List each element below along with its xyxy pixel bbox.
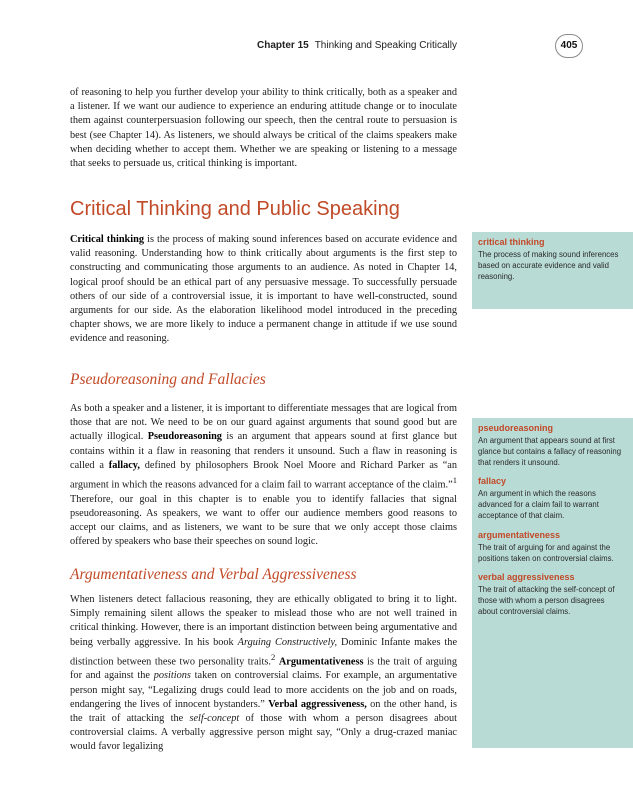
subsection-heading-pseudoreasoning: Pseudoreasoning and Fallacies bbox=[70, 371, 266, 388]
key-term-critical-thinking: Critical thinking bbox=[70, 234, 145, 245]
book-title: Arguing Constructively, bbox=[237, 636, 338, 648]
intro-paragraph: of reasoning to help you further develop your ability to think critically, both as a speaker and a listener. If we want our audience to experience an enduring attitude change or to inoculate them against counterpersuasion following our speech, then the central route to persuasion is best (see Chapter 14). As listeners, we should always be critical of the claims speakers make when deciding whether to accept them. Whether we are speaking or listening to a message that seeks to persuade us, critical thinking is important. bbox=[70, 87, 457, 170]
glossary-entry bbox=[478, 476, 625, 521]
key-term-fallacy: fallacy, bbox=[108, 459, 140, 471]
footnote-ref-2: 2 bbox=[270, 651, 276, 662]
glossary-entry bbox=[478, 530, 625, 564]
glossary-term: critical thinking bbox=[478, 237, 545, 247]
key-term-argumentativeness: Argumentativeness bbox=[278, 656, 364, 668]
argumentativeness-paragraph: When listeners detect fallacious reasoning, they are ethically obligated to bring it to light. Simply remaining silent allows the speaker to mislead those who are not well trained in critical thinking. However, there is an important distinction between being argumentative and being verbally aggressive. In his book Arguing Constructively, Dominic Infante makes the distinction between these two personality traits.$^2$ Argumentativeness is the trait of arguing for and against the positions taken on controversial claims. For example, an argumentative person might say, “Legalizing drugs could lead to more accidents on the job and on roads, endangering the lives of innocent bystanders.” Verbal aggressiveness, on the other hand, is the trait of attacking the self-concept of those with whom a person disagrees about controversial claims. A verbally aggressive person might say, “Only a drug-crazed maniac would favor legalizing bbox=[70, 594, 458, 753]
glossary-term: pseudoreasoning bbox=[478, 423, 554, 433]
glossary-entry bbox=[478, 572, 625, 617]
glossary-definition: An argument that appears sound at first glance but contains a fallacy of reasoning that renders it unsound. bbox=[478, 436, 622, 468]
glossary-definition: An argument in which the reasons advanced for a claim fail to warrant acceptance of that claim. bbox=[478, 489, 599, 521]
subsection-heading-argumentativeness: Argumentativeness and Verbal Aggressiveness bbox=[70, 566, 357, 583]
glossary-entry bbox=[478, 237, 625, 282]
footnote-ref-1: 1 bbox=[452, 475, 457, 486]
margin-glossary-box bbox=[472, 232, 633, 309]
glossary-definition: The process of making sound inferences based on accurate evidence and valid reasoning. bbox=[478, 250, 619, 282]
chapter-number: Chapter 15 bbox=[257, 40, 309, 51]
running-head bbox=[257, 40, 457, 51]
critical-thinking-paragraph: Critical thinking is the process of making sound inferences based on accurate evidence and valid reasoning. Understanding how to think critically about arguments is the first step to constructing and communicating those arguments to an audience. As noted in Chapter 14, logical proof should be an ethical part of any persuasive message. To successfully persuade others of our side of a controversial issue, it is important to have well-constructed, sound arguments for our side. As the elaboration likelihood model introduced in the preceding chapter shows, we are more likely to induce a permanent change in attitude if we use sound evidence and reasoning. bbox=[70, 234, 457, 345]
glossary-term: argumentativeness bbox=[478, 529, 561, 540]
glossary-term: verbal aggressiveness bbox=[478, 571, 575, 582]
glossary-definition: The trait of attacking the self-concept of those with whom a person disagrees about controversial claims. bbox=[478, 584, 615, 616]
key-term-verbal-aggressiveness: Verbal aggressiveness, bbox=[268, 698, 367, 710]
margin-glossary-box bbox=[472, 418, 633, 748]
page-number: 405 bbox=[555, 34, 583, 58]
key-term-pseudoreasoning: Pseudoreasoning bbox=[147, 431, 222, 443]
glossary-entry bbox=[478, 423, 625, 468]
glossary-definition: The trait of arguing for and against the positions taken on controversial claims. bbox=[478, 542, 614, 563]
chapter-title: Thinking and Speaking Critically bbox=[314, 40, 457, 51]
section-heading: Critical Thinking and Public Speaking bbox=[70, 198, 400, 220]
glossary-term: fallacy bbox=[478, 476, 507, 487]
pseudoreasoning-paragraph: As both a speaker and a listener, it is important to differentiate messages that are logical from those that are not. We need to be on our guard against arguments that sound good but are actually illogical. Pseudoreasoning is an argument that appears sound at first glance but contains within it a flaw in reasoning that renders it unsound. Such a flaw in reasoning is called a fallacy, defined by philosophers Brook Noel Moore and Richard Parker as “an argument in which the reasons advanced for a claim fail to warrant acceptance of the claim.”$^1$ Therefore, our goal in this chapter is to enable you to identify fallacies that signal pseudoreasoning. As speakers, we want to offer our audience members good reasons to accept our claims, and as listeners, we want to be sure that we only accept those claims offered by speakers who base their speeches on sound logic. bbox=[70, 403, 457, 548]
